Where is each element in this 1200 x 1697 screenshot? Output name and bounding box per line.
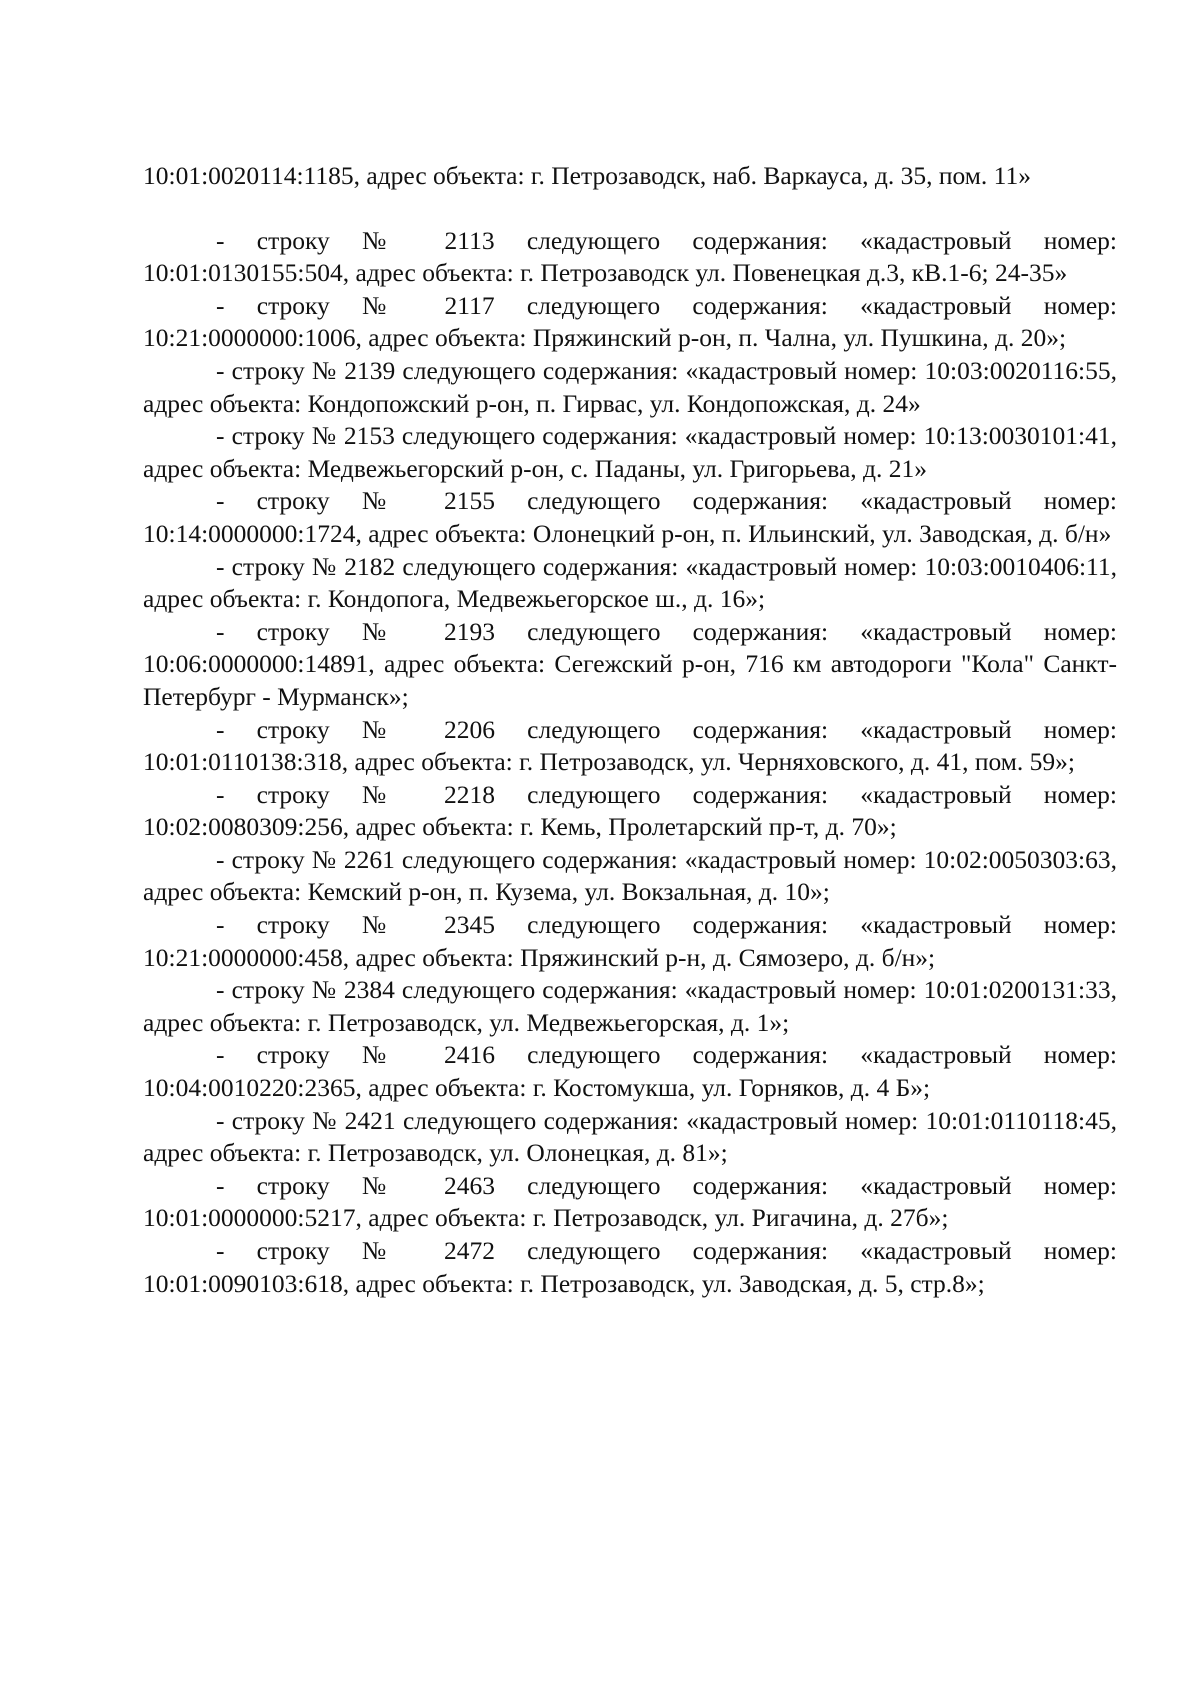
paragraph-row-2113: - строку № 2113 следующего содержания: «кадастровый номер: 10:01:0130155:504, адрес объекта: г. Петрозаводск ул. Повенецкая д.3, кВ.1-6; 24-35» (143, 225, 1117, 288)
paragraph-row-2472: - строку № 2472 следующего содержания: «кадастровый номер: 10:01:0090103:618, адрес объекта: г. Петрозаводск, ул. Заводская, д. 5, стр.8»; (143, 1236, 1117, 1298)
paragraph-row-2463: - строку № 2463 следующего содержания: «кадастровый номер: 10:01:0000000:5217, адрес объекта: г. Петрозаводск, ул. Ригачина, д. 27б»; (143, 1170, 1117, 1233)
paragraph-row-2139: - строку № 2139 следующего содержания: «кадастровый номер: 10:03:0020116:55, адрес объекта: Кондопожский р-он, п. Гирвас, ул. Кондопожская, д. 24» (143, 355, 1117, 418)
paragraph-row-2421: - строку № 2421 следующего содержания: «кадастровый номер: 10:01:0110118:45, адрес объекта: г. Петрозаводск, ул. Олонецкая, д. 81»; (143, 1105, 1117, 1168)
paragraph-row-2384: - строку № 2384 следующего содержания: «кадастровый номер: 10:01:0200131:33, адрес объекта: г. Петрозаводск, ул. Медвежьегорская, д. 1»; (143, 975, 1117, 1037)
paragraph-row-2261: - строку № 2261 следующего содержания: «кадастровый номер: 10:02:0050303:63, адрес объекта: Кемский р-он, п. Кузема, ул. Вокзальная, д. 10»; (143, 844, 1117, 907)
document-page (143, 160, 1117, 1300)
paragraph-row-2117: - строку № 2117 следующего содержания: «кадастровый номер: 10:21:0000000:1006, адрес объекта: Пряжинский р-он, п. Чална, ул. Пушкина, д. 20»; (143, 290, 1117, 353)
paragraph-row-2345: - строку № 2345 следующего содержания: «кадастровый номер: 10:21:0000000:458, адрес объекта: Пряжинский р-н, д. Сямозеро, д. б/н»; (143, 910, 1117, 972)
paragraph-row-2182: - строку № 2182 следующего содержания: «кадастровый номер: 10:03:0010406:11, адрес объекта: г. Кондопога, Медвежьегорское ш., д. 16»; (143, 551, 1117, 614)
paragraph-row-2218: - строку № 2218 следующего содержания: «кадастровый номер: 10:02:0080309:256, адрес объекта: г. Кемь, Пролетарский пр-т, д. 70»; (143, 779, 1117, 842)
paragraph-row-2155: - строку № 2155 следующего содержания: «кадастровый номер: 10:14:0000000:1724, адрес объекта: Олонецкий р-он, п. Ильинский, ул. Заводская, д. б/н» (143, 486, 1117, 548)
paragraph-row-2416: - строку № 2416 следующего содержания: «кадастровый номер: 10:04:0010220:2365, адрес объекта: г. Костомукша, ул. Горняков, д. 4 Б»; (143, 1040, 1117, 1103)
paragraph-row-2193: - строку № 2193 следующего содержания: «кадастровый номер: 10:06:0000000:14891, адрес объекта: Сегежский р-он, 716 км автодороги "Кола" Санкт-Петербург - Мурманск»; (143, 616, 1117, 711)
paragraph-row-2206: - строку № 2206 следующего содержания: «кадастровый номер: 10:01:0110138:318, адрес объекта: г. Петрозаводск, ул. Черняховского, д. 41, пом. 59»; (143, 714, 1117, 777)
paragraph-continuation: 10:01:0020114:1185, адрес объекта: г. Петрозаводск, наб. Варкауса, д. 35, пом. 11» (143, 161, 1031, 190)
paragraph-row-2153: - строку № 2153 следующего содержания: «кадастровый номер: 10:13:0030101:41, адрес объекта: Медвежьегорский р-он, с. Паданы, ул. Григорьева, д. 21» (143, 421, 1117, 483)
